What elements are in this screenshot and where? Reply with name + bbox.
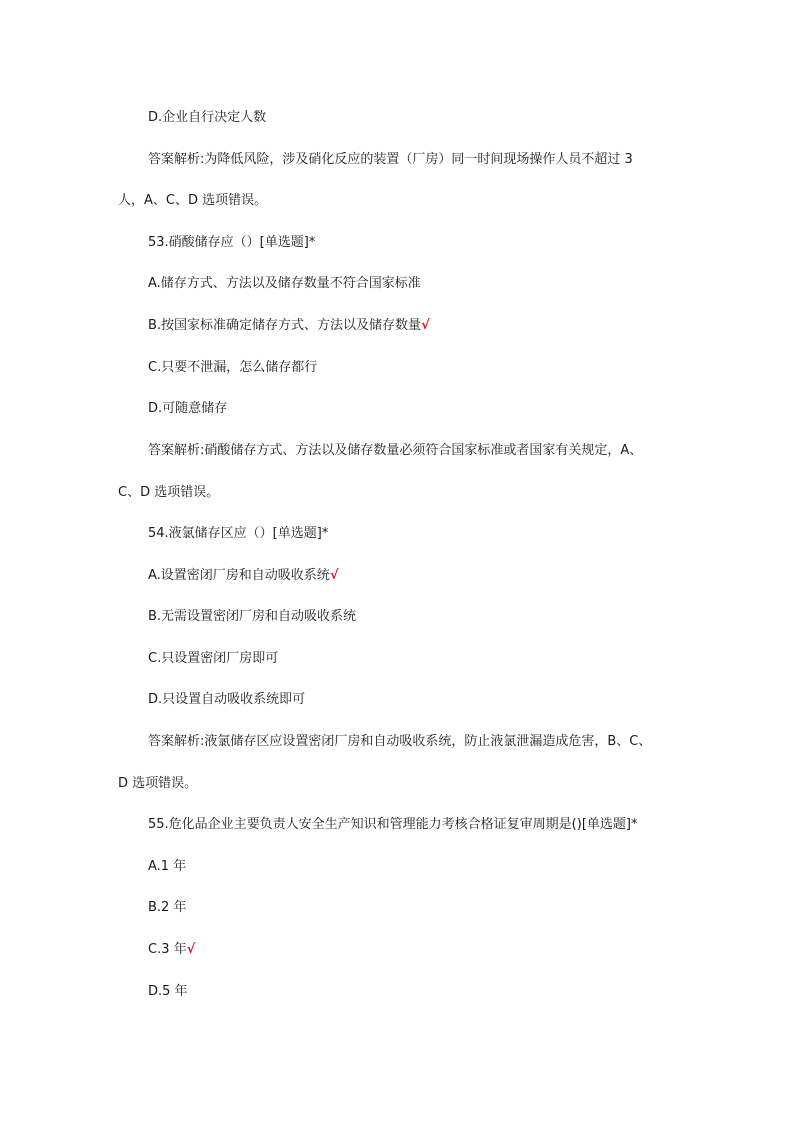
q54-explanation-line1: 答案解析:液氯储存区应设置密闭厂房和自动吸收系统，防止液氯泄漏造成危害，B、C、 (148, 734, 652, 749)
q55-option-c (148, 941, 195, 959)
q54-option-b: B.无需设置密闭厂房和自动吸收系统 (148, 609, 357, 624)
q55-option-c-text: C.3 年 (148, 942, 187, 957)
q52-explanation-line2: 人，A、C、D 选项错误。 (118, 193, 268, 208)
q53-option-b-text: B.按国家标准确定储存方式、方法以及储存数量 (148, 318, 422, 333)
correct-check-mark: √ (421, 318, 430, 333)
correct-check-mark: √ (329, 568, 339, 583)
q53-option-a: A.储存方式、方法以及储存数量不符合国家标准 (148, 276, 421, 291)
q53-option-d: D.可随意储存 (148, 401, 228, 416)
q52-option-d: D.企业自行决定人数 (148, 110, 267, 125)
q55-option-a: A.1 年 (148, 859, 187, 874)
q53-option-b (148, 317, 430, 335)
q53-stem: 53.硝酸储存应（）[单选题]* (148, 235, 316, 250)
q54-option-c: C.只设置密闭厂房即可 (148, 651, 279, 666)
q55-option-b: B.2 年 (148, 900, 187, 915)
q55-stem: 55.危化品企业主要负责人安全生产知识和管理能力考核合格证复审周期是()[单选题]* (148, 817, 638, 832)
q53-option-c: C.只要不泄漏，怎么储存都行 (148, 360, 318, 375)
q52-explanation-line1: 答案解析:为降低风险，涉及硝化反应的装置（厂房）同一时间现场操作人员不超过 3 (148, 152, 633, 167)
q54-option-a-text: A.设置密闭厂房和自动吸收系统 (148, 568, 330, 583)
q54-stem: 54.液氯储存区应（）[单选题]* (148, 526, 329, 541)
q54-explanation-line2: D 选项错误。 (118, 776, 198, 791)
correct-check-mark: √ (186, 942, 196, 957)
q53-explanation-line1: 答案解析:硝酸储存方式、方法以及储存数量必须符合国家标准或者国家有关规定，A、 (148, 443, 643, 458)
q53-explanation-line2: C、D 选项错误。 (118, 485, 220, 500)
q54-option-d: D.只设置自动吸收系统即可 (148, 692, 306, 707)
q54-option-a (148, 567, 338, 585)
q55-option-d: D.5 年 (148, 984, 188, 999)
